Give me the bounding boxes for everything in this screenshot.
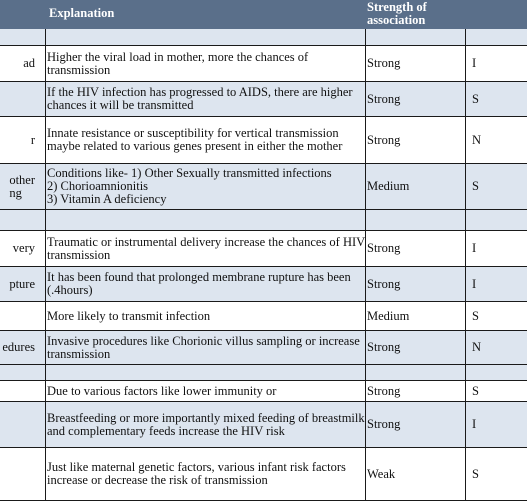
evidence-cell-text: S xyxy=(472,466,479,481)
evidence-cell xyxy=(467,82,527,116)
evidence-cell xyxy=(467,164,527,209)
explanation-cell-text: Innate resistance or susceptibility for vertical transmission maybe related to various genes present in either the mother xyxy=(47,126,343,153)
section-row xyxy=(0,210,527,231)
evidence-cell xyxy=(467,46,527,81)
section-row xyxy=(0,365,527,381)
strength-cell-text: Strong xyxy=(367,340,401,354)
factor-cell xyxy=(0,210,43,230)
strength-cell xyxy=(367,365,467,380)
factor-cell xyxy=(0,46,43,81)
explanation-cell xyxy=(47,46,365,81)
column-divider xyxy=(465,381,466,401)
strength-cell-text: Weak xyxy=(367,466,396,481)
evidence-cell-text: I xyxy=(472,417,477,431)
evidence-cell-text: I xyxy=(472,276,477,291)
column-divider xyxy=(45,46,46,81)
explanation-cell-text: Invasive procedures like Chorionic villus sampling or increase transmission xyxy=(47,333,360,361)
factor-cell xyxy=(0,402,43,447)
strength-cell-text: Strong xyxy=(367,56,401,70)
strength-cell xyxy=(367,210,467,230)
explanation-cell-text: It has been found that prolonged membrane rupture has been (.4hours) xyxy=(47,270,351,297)
strength-cell-text: Strong xyxy=(367,383,401,398)
explanation-cell-text: Conditions like- 1) Other Sexually transmitted infections 2) Chorioamnionitis 3) Vitamin A deficiency xyxy=(47,166,332,206)
factor-cell xyxy=(0,302,43,330)
evidence-cell-text: I xyxy=(472,56,477,70)
strength-cell xyxy=(367,82,467,116)
evidence-cell-text: N xyxy=(472,340,482,354)
column-divider xyxy=(465,302,466,330)
strength-cell xyxy=(367,448,467,500)
factor-cell xyxy=(0,29,43,45)
table-row xyxy=(0,231,527,267)
factor-cell xyxy=(0,231,43,266)
explanation-cell-text: Higher the viral load in mother, more the chances of transmission xyxy=(47,49,309,77)
evidence-cell-text: S xyxy=(472,91,479,106)
evidence-cell xyxy=(467,302,527,330)
factor-cell xyxy=(0,117,43,163)
explanation-cell xyxy=(47,267,365,301)
explanation-cell xyxy=(47,82,365,116)
strength-cell xyxy=(367,402,467,447)
column-divider xyxy=(365,331,366,364)
factor-cell-text: pture xyxy=(9,276,35,291)
strength-cell xyxy=(367,29,467,45)
strength-cell xyxy=(367,331,467,364)
table-row xyxy=(0,381,527,402)
evidence-cell xyxy=(467,365,527,380)
explanation-cell-text: Due to various factors like lower immunity or xyxy=(47,383,277,398)
factor-cell xyxy=(0,82,43,116)
column-divider xyxy=(465,448,466,500)
explanation-cell-text: More likely to transmit infection xyxy=(47,308,211,323)
column-divider xyxy=(465,164,466,209)
factor-cell-text: r xyxy=(30,132,35,147)
column-divider xyxy=(365,231,366,266)
explanation-cell xyxy=(47,29,365,45)
evidence-cell xyxy=(467,331,527,364)
evidence-cell xyxy=(467,231,527,266)
table-row xyxy=(0,302,527,331)
evidence-cell xyxy=(467,29,527,45)
evidence-cell xyxy=(467,210,527,230)
factor-cell-text: very xyxy=(12,241,35,255)
column-divider xyxy=(465,46,466,81)
evidence-cell-text: S xyxy=(472,383,479,398)
column-divider xyxy=(465,231,466,266)
section-row xyxy=(0,29,527,46)
column-divider xyxy=(465,82,466,116)
explanation-cell xyxy=(47,448,365,500)
column-divider xyxy=(45,210,46,230)
column-divider xyxy=(365,164,366,209)
explanation-cell xyxy=(47,365,365,380)
evidence-cell xyxy=(467,402,527,447)
column-divider xyxy=(465,267,466,301)
table-row xyxy=(0,267,527,302)
evidence-cell-text: N xyxy=(472,132,482,147)
column-divider xyxy=(45,402,46,447)
column-divider xyxy=(45,302,46,330)
column-divider xyxy=(465,402,466,447)
explanation-cell-text: Traumatic or instrumental delivery increase the chances of HIV transmission xyxy=(47,234,365,262)
column-divider xyxy=(365,210,366,230)
column-divider xyxy=(365,402,366,447)
column-divider xyxy=(365,82,366,116)
explanation-cell xyxy=(47,164,365,209)
explanation-cell-text: If the HIV infection has progressed to AIDS, there are higher chances it will be transmitted xyxy=(47,85,353,112)
evidence-cell-text: S xyxy=(472,179,479,193)
explanation-header: Explanation xyxy=(49,6,115,20)
factor-cell-text: other ng xyxy=(9,172,35,200)
strength-cell-text: Strong xyxy=(367,91,401,106)
factor-cell xyxy=(0,267,43,301)
strength-cell xyxy=(367,46,467,81)
evidence-cell-text: S xyxy=(472,308,479,323)
explanation-cell xyxy=(47,231,365,266)
column-divider xyxy=(465,117,466,163)
strength-cell-text: Strong xyxy=(367,276,401,291)
column-divider xyxy=(45,365,46,380)
explanation-cell-text: Breastfeeding or more importantly mixed feeding of breastmilk and complementary feeds increase the HIV risk xyxy=(47,410,365,438)
strength-cell-text: Medium xyxy=(367,179,410,193)
factor-cell xyxy=(0,381,43,401)
column-divider xyxy=(45,231,46,266)
explanation-cell xyxy=(47,381,365,401)
table-row xyxy=(0,448,527,501)
explanation-cell xyxy=(47,117,365,163)
table-row xyxy=(0,46,527,82)
strength-cell-text: Medium xyxy=(367,308,410,323)
factor-cell-text: edures xyxy=(2,340,35,354)
explanation-cell xyxy=(47,331,365,364)
column-divider xyxy=(45,117,46,163)
factor-cell xyxy=(0,448,43,500)
explanation-cell xyxy=(47,402,365,447)
evidence-cell-text: I xyxy=(472,241,477,255)
strength-cell xyxy=(367,164,467,209)
column-divider xyxy=(45,448,46,500)
column-divider xyxy=(365,46,366,81)
column-divider xyxy=(465,29,466,45)
table-row xyxy=(0,82,527,117)
strength-header: Strength of association xyxy=(367,0,427,27)
column-divider xyxy=(365,381,366,401)
factor-cell xyxy=(0,164,43,209)
strength-cell-text: Strong xyxy=(367,241,401,255)
evidence-cell xyxy=(467,381,527,401)
strength-cell xyxy=(367,117,467,163)
factor-cell xyxy=(0,331,43,364)
explanation-cell xyxy=(47,210,365,230)
table-row xyxy=(0,164,527,210)
strength-cell xyxy=(367,302,467,330)
factor-cell xyxy=(0,365,43,380)
column-divider xyxy=(45,331,46,364)
column-divider xyxy=(365,448,366,500)
evidence-cell xyxy=(467,117,527,163)
strength-cell xyxy=(367,381,467,401)
strength-cell-text: Strong xyxy=(367,417,401,431)
column-divider xyxy=(45,164,46,209)
column-divider xyxy=(45,82,46,116)
column-divider xyxy=(365,267,366,301)
column-divider xyxy=(465,365,466,380)
column-divider xyxy=(465,210,466,230)
column-divider xyxy=(365,365,366,380)
column-divider xyxy=(465,331,466,364)
column-divider xyxy=(365,302,366,330)
evidence-cell xyxy=(467,267,527,301)
factor-cell-text: ad xyxy=(23,56,35,70)
column-divider xyxy=(365,117,366,163)
strength-cell xyxy=(367,267,467,301)
strength-cell xyxy=(367,231,467,266)
strength-cell-text: Strong xyxy=(367,132,401,147)
explanation-cell xyxy=(47,302,365,330)
explanation-cell-text: Just like maternal genetic factors, various infant risk factors increase or decrease the risk of transmission xyxy=(47,460,346,487)
table-row xyxy=(0,331,527,365)
column-divider xyxy=(45,29,46,45)
column-divider xyxy=(365,29,366,45)
table-row xyxy=(0,117,527,164)
table-row xyxy=(0,402,527,448)
table-header xyxy=(0,0,527,29)
evidence-cell xyxy=(467,448,527,500)
column-divider xyxy=(45,267,46,301)
column-divider xyxy=(45,381,46,401)
